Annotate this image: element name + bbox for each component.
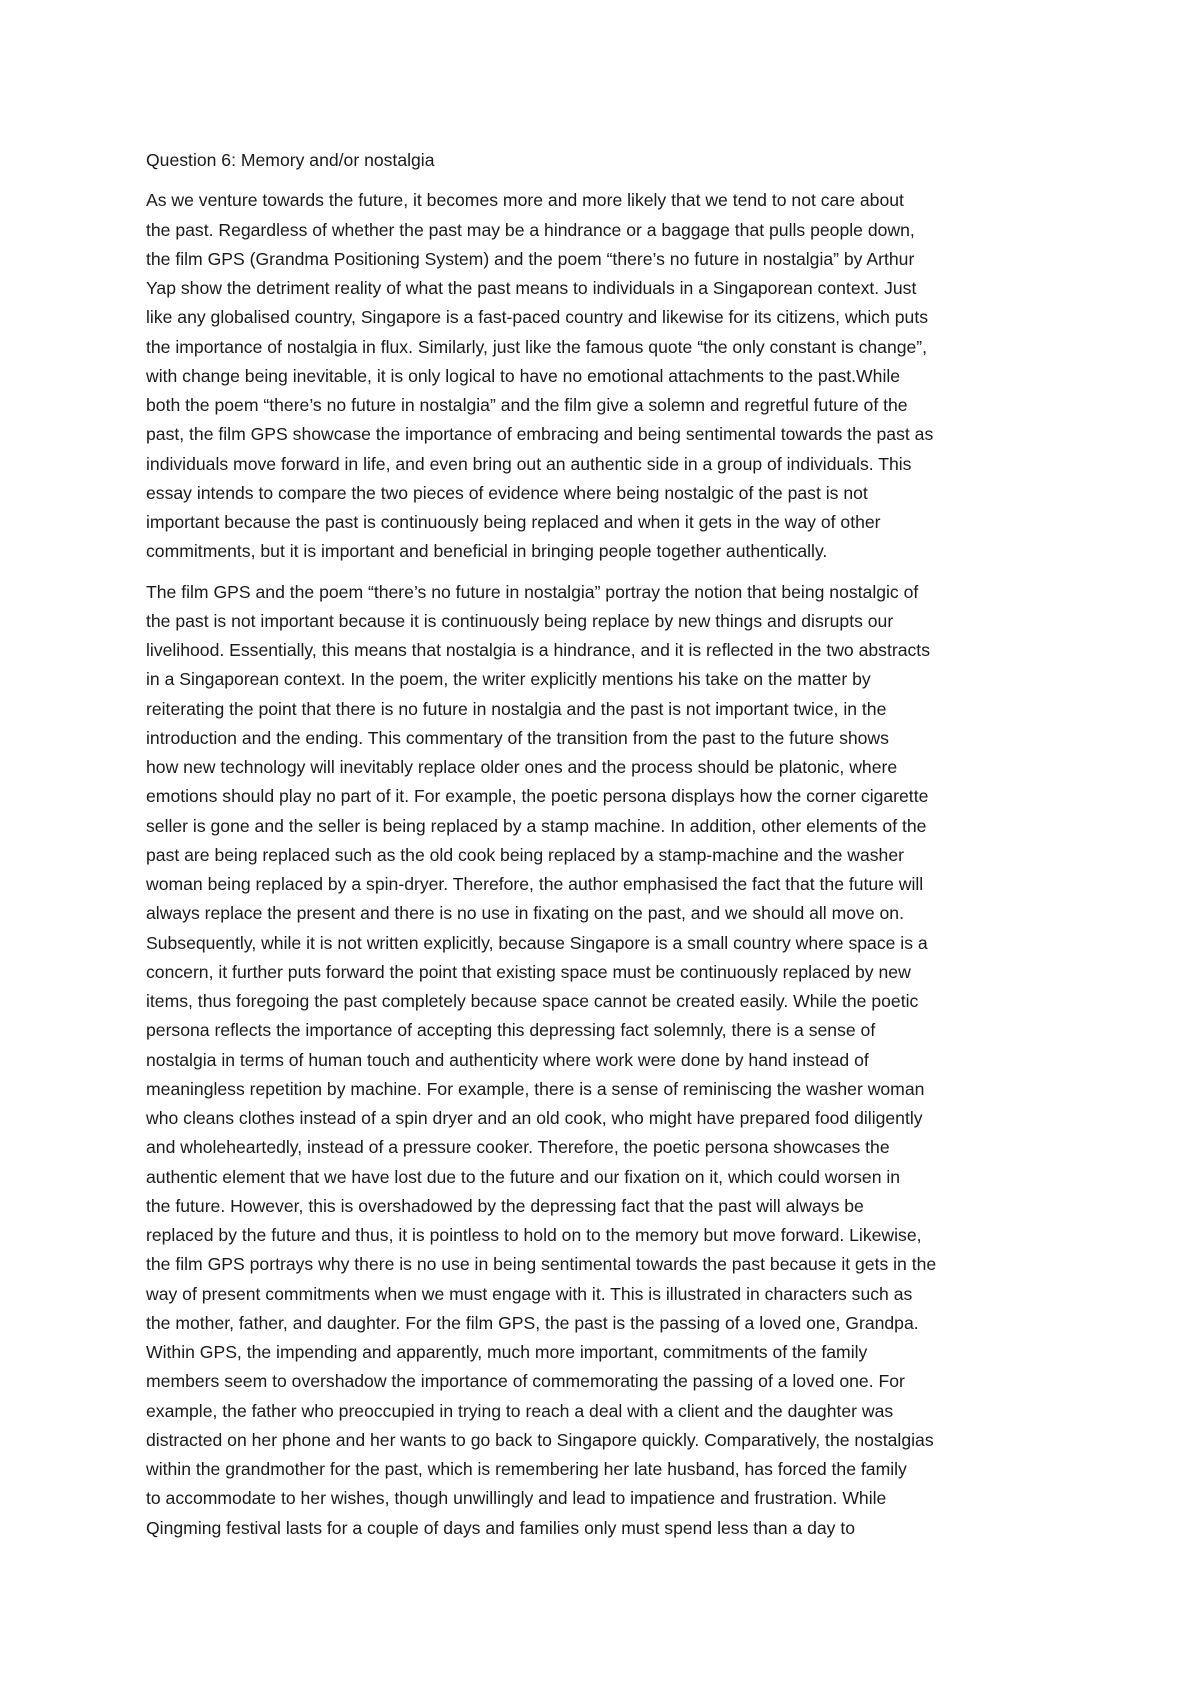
body-paragraph bbox=[146, 578, 1066, 1543]
paragraph-line: with change being inevitable, it is only logical to have no emotional attachments to the past.While bbox=[146, 365, 901, 386]
paragraph-line: the past is not important because it is continuously being replace by new things and disrupts our bbox=[146, 610, 894, 631]
paragraph-line: past are being replaced such as the old cook being replaced by a stamp-machine and the washer bbox=[146, 844, 904, 865]
introduction-paragraph bbox=[146, 186, 1066, 566]
paragraph-line: distracted on her phone and her wants to go back to Singapore quickly. Comparatively, the nostalgias bbox=[146, 1429, 934, 1450]
paragraph-line: like any globalised country, Singapore is a fast-paced country and likewise for its citizens, which puts bbox=[146, 307, 929, 328]
paragraph-line: in a Singaporean context. In the poem, the writer explicitly mentions his take on the matter by bbox=[146, 669, 871, 690]
document-body bbox=[146, 146, 1066, 1554]
paragraph-line: authentic element that we have lost due to the future and our fixation on it, which could worsen in bbox=[146, 1166, 901, 1187]
paragraph-line: items, thus foregoing the past completely because space cannot be created easily. While the poetic bbox=[146, 991, 919, 1011]
paragraph-line: essay intends to compare the two pieces of evidence where being nostalgic of the past is not bbox=[146, 482, 868, 503]
paragraph-line: within the grandmother for the past, which is remembering her late husband, has forced the family bbox=[146, 1459, 907, 1479]
paragraph-line: how new technology will inevitably replace older ones and the process should be platonic, where bbox=[146, 757, 898, 777]
paragraph-line: livelihood. Essentially, this means that nostalgia is a hindrance, and it is reflected in the two abstracts bbox=[146, 640, 930, 660]
paragraph-line: woman being replaced by a spin-dryer. Therefore, the author emphasised the fact that the future will bbox=[146, 874, 924, 894]
paragraph-line: example, the father who preoccupied in trying to reach a deal with a client and the daughter was bbox=[146, 1400, 894, 1421]
paragraph-line: replaced by the future and thus, it is pointless to hold on to the memory but move forward. Likewise, bbox=[146, 1225, 922, 1245]
paragraph-line: Within GPS, the impending and apparently, much more important, commitments of the family bbox=[146, 1342, 868, 1362]
paragraph-line: seller is gone and the seller is being replaced by a stamp machine. In addition, other elements of the bbox=[146, 815, 927, 836]
paragraph-line: both the poem “there’s no future in nostalgia” and the film give a solemn and regretful future of the bbox=[146, 395, 908, 415]
paragraph-line: the future. However, this is overshadowed by the depressing fact that the past will always be bbox=[146, 1195, 864, 1216]
question-title: Question 6: Memory and/or nostalgia bbox=[146, 150, 435, 170]
paragraph-line: As we venture towards the future, it becomes more and more likely that we tend to not care about bbox=[146, 190, 904, 211]
paragraph-line: and wholeheartedly, instead of a pressure cooker. Therefore, the poetic persona showcases the bbox=[146, 1137, 890, 1158]
paragraph-line: the importance of nostalgia in flux. Similarly, just like the famous quote “the only constant is change”, bbox=[146, 336, 928, 357]
paragraph-line: important because the past is continuously being replaced and when it gets in the way of other bbox=[146, 512, 881, 532]
paragraph-line: emotions should play no part of it. For example, the poetic persona displays how the corner cigarette bbox=[146, 786, 929, 807]
paragraph-line: individuals move forward in life, and even bring out an authentic side in a group of individuals. This bbox=[146, 453, 912, 474]
paragraph-line: meaningless repetition by machine. For example, there is a sense of reminiscing the washer woman bbox=[146, 1078, 925, 1099]
paragraph-line: who cleans clothes instead of a spin dryer and an old cook, who might have prepared food diligently bbox=[146, 1108, 923, 1128]
paragraph-line: members seem to overshadow the importance of commemorating the passing of a loved one. For bbox=[146, 1371, 905, 1392]
paragraph-line: Subsequently, while it is not written explicitly, because Singapore is a small country where space is a bbox=[146, 932, 928, 953]
paragraph-line: persona reflects the importance of accepting this depressing fact solemnly, there is a sense of bbox=[146, 1020, 876, 1041]
paragraph-line: Qingming festival lasts for a couple of days and families only must spend less than a day to bbox=[146, 1517, 856, 1538]
paragraph-line: the past. Regardless of whether the past may be a hindrance or a baggage that pulls people down, bbox=[146, 219, 915, 240]
paragraph-line: concern, it further puts forward the point that existing space must be continuously replaced by new bbox=[146, 961, 911, 982]
paragraph-line: The film GPS and the poem “there’s no future in nostalgia” portray the notion that being nostalgic of bbox=[146, 581, 919, 602]
paragraph-line: the film GPS (Grandma Positioning System) and the poem “there’s no future in nostalgia” by Arthur bbox=[146, 248, 915, 269]
paragraph-line: always replace the present and there is no use in fixating on the past, and we should all move on. bbox=[146, 903, 904, 924]
paragraph-line: Yap show the detriment reality of what the past means to individuals in a Singaporean context. Just bbox=[146, 278, 917, 298]
paragraph-line: nostalgia in terms of human touch and authenticity where work were done by hand instead of bbox=[146, 1049, 869, 1070]
paragraph-line: commitments, but it is important and beneficial in bringing people together authentically. bbox=[146, 541, 828, 562]
paragraph-line: introduction and the ending. This commentary of the transition from the past to the future shows bbox=[146, 727, 889, 748]
paragraph-line: reiterating the point that there is no future in nostalgia and the past is not important twice, in the bbox=[146, 698, 887, 719]
paragraph-line: to accommodate to her wishes, though unwillingly and lead to impatience and frustration. While bbox=[146, 1488, 887, 1509]
paragraph-line: the film GPS portrays why there is no use in being sentimental towards the past because it gets in the bbox=[146, 1254, 937, 1275]
paragraph-line: past, the film GPS showcase the importance of embracing and being sentimental towards the past as bbox=[146, 424, 934, 445]
paragraph-line: way of present commitments when we must engage with it. This is illustrated in characters such as bbox=[146, 1283, 913, 1304]
paragraph-line: the mother, father, and daughter. For the film GPS, the past is the passing of a loved one, Grandpa. bbox=[146, 1312, 919, 1333]
